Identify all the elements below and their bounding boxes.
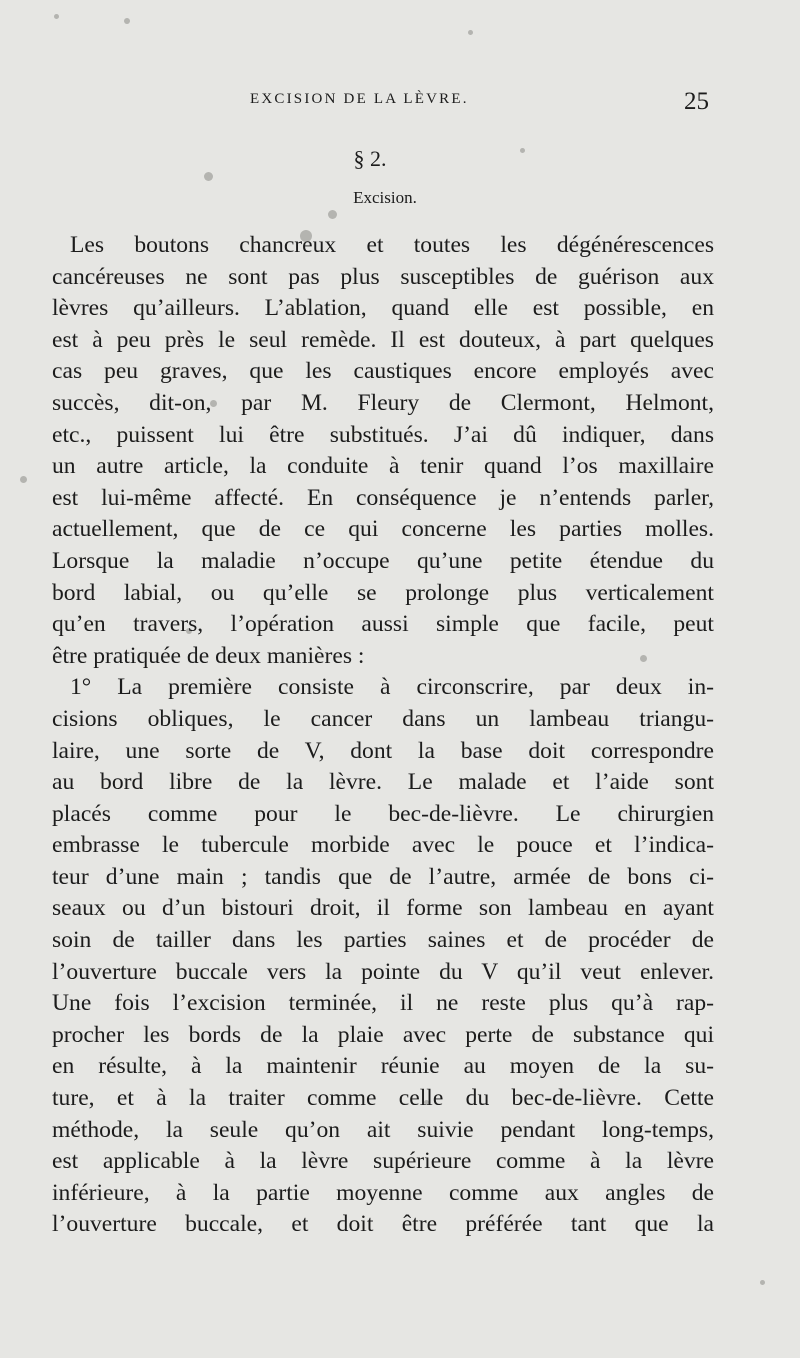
running-head-title: EXCISION DE LA LÈVRE. xyxy=(250,91,469,107)
text-line: inférieure, à la partie moyenne comme aux angles de xyxy=(52,1179,714,1206)
text-line: méthode, la seule qu’on ait suivie pendant long-temps, xyxy=(52,1116,714,1143)
text-line: ture, et à la traiter comme celle du bec-de-lièvre. Cette xyxy=(52,1085,714,1112)
text-line: lèvres qu’ailleurs. L’ablation, quand elle est possible, en xyxy=(52,295,714,322)
text-line: un autre article, la conduite à tenir quand l’os maxillaire xyxy=(52,453,714,480)
page-number: 25 xyxy=(684,88,709,115)
text-line: etc., puissent lui être substitués. J’ai dû indiquer, dans xyxy=(52,421,714,448)
text-line: soin de tailler dans les parties saines et de procéder de xyxy=(52,927,714,954)
text-line: succès, dit-on, par M. Fleury de Clermont, Helmont, xyxy=(52,389,714,416)
text-line: Lorsque la maladie n’occupe qu’une petite étendue du xyxy=(52,547,714,574)
section-number: § 2. xyxy=(353,146,387,171)
text-line: est lui-même affecté. En conséquence je n’entends parler, xyxy=(52,484,714,511)
text-line: bord labial, ou qu’elle se prolonge plus verticalement xyxy=(52,579,714,606)
foxing-spot xyxy=(328,210,337,219)
foxing-spot xyxy=(760,1280,765,1285)
text-line: 1° La première consiste à circonscrire, par deux in- xyxy=(70,674,714,701)
text-line: teur d’une main ; tandis que de l’autre, armée de bons ci- xyxy=(52,863,714,890)
foxing-spot xyxy=(20,476,27,483)
text-line: procher les bords de la plaie avec perte de substance qui xyxy=(52,1021,714,1048)
text-line: cisions obliques, le cancer dans un lambeau triangu- xyxy=(52,705,714,732)
text-line: actuellement, que de ce qui concerne les parties molles. xyxy=(52,516,714,543)
foxing-spot xyxy=(204,172,213,181)
text-line: l’ouverture buccale, et doit être préférée tant que la xyxy=(52,1211,714,1238)
text-line: qu’en travers, l’opération aussi simple que facile, peut xyxy=(52,611,714,638)
text-line: Les boutons chancreux et toutes les dégénérescences xyxy=(70,232,714,258)
text-line: embrasse le tubercule morbide avec le pouce et l’indica- xyxy=(52,832,714,859)
text-line: est applicable à la lèvre supérieure comme à la lèvre xyxy=(52,1148,714,1175)
text-line: seaux ou d’un bistouri droit, il forme son lambeau en ayant xyxy=(52,895,714,922)
foxing-spot xyxy=(468,30,473,35)
text-line: laire, une sorte de V, dont la base doit correspondre xyxy=(52,737,714,764)
text-line: est à peu près le seul remède. Il est douteux, à part quelques xyxy=(52,326,714,353)
section-title: Excision. xyxy=(353,188,417,207)
text-line: Une fois l’excision terminée, il ne reste plus qu’à rap- xyxy=(52,990,714,1017)
text-line: placés comme pour le bec-de-lièvre. Le chirurgien xyxy=(52,800,714,827)
text-line: être pratiquée de deux manières : xyxy=(52,642,365,669)
text-line: cas peu graves, que les caustiques encore employés avec xyxy=(52,358,714,385)
foxing-spot xyxy=(54,14,59,19)
body-text xyxy=(52,230,714,1241)
text-line: en résulte, à la maintenir réunie au moyen de la su- xyxy=(52,1053,714,1080)
running-head xyxy=(0,88,800,118)
text-line: cancéreuses ne sont pas plus susceptibles de guérison aux xyxy=(52,263,714,290)
text-line: au bord libre de la lèvre. Le malade et l’aide sont xyxy=(52,769,714,796)
foxing-spot xyxy=(124,18,130,24)
text-line: l’ouverture buccale vers la pointe du V qu’il veut enlever. xyxy=(52,958,714,985)
